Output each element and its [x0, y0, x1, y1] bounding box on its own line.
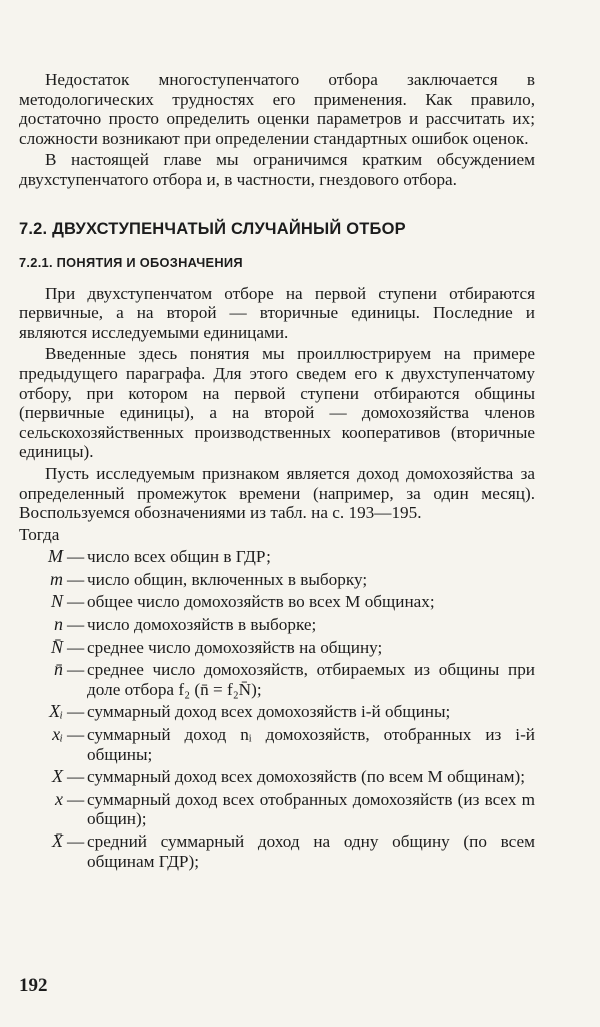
intro-paragraph-2: В настоящей главе мы ограничимся кратким обсуждением двухступенчатого отбора и, в частности, гнездового отбора. [19, 150, 535, 189]
page-body [19, 70, 535, 871]
then-label: Тогда [19, 524, 60, 544]
definition-symbol: X [52, 766, 63, 787]
definition-item: N̄ — среднее число домохозяйств на общину; [19, 638, 535, 658]
definition-symbol: N [50, 591, 63, 612]
definition-text: суммарный доход всех отобранных домохозяйств (из всех m общин); [87, 789, 535, 829]
main-paragraph-2: Введенные здесь понятия мы проиллюстрируем на примере предыдущего параграфа. Для этого сведем его к двухступенчатому отбору, при котором на первой ступени отбираются общины (первичные единицы), а на второй — домохозяйства членов сельскохозяйственных производственных кооперативов (вторичные единицы). [19, 344, 535, 462]
definition-text: суммарный доход nᵢ домохозяйств, отобранных из i-й общины; [87, 725, 535, 764]
definition-item: n — число домохозяйств в выборке; [19, 615, 535, 635]
definition-item: X — суммарный доход всех домохозяйств (по всем M общинам); [19, 767, 535, 787]
definition-symbol: N̄ [50, 636, 63, 657]
definition-text: средний суммарный доход на одну общину (по всем общинам ГДР); [87, 832, 535, 871]
definition-text: среднее число домохозяйств на общину; [87, 637, 383, 657]
definition-item: N — общее число домохозяйств во всех M общинах; [19, 592, 535, 612]
definition-item: m — число общин, включенных в выборку; [19, 570, 535, 590]
definition-text: суммарный доход всех домохозяйств i-й общины; [87, 702, 451, 722]
definition-text: число домохозяйств в выборке; [87, 615, 317, 635]
page-number: 192 [19, 975, 48, 996]
definition-symbol: X̄ [52, 831, 63, 851]
definition-symbol: M [48, 546, 63, 567]
definition-item: Xᵢ — суммарный доход всех домохозяйств i-й общины; [19, 702, 535, 722]
definition-text: общее число домохозяйств во всех M общинах; [87, 592, 435, 612]
definition-text: число всех общин в ГДР; [87, 547, 271, 567]
definition-item: xᵢ — суммарный доход nᵢ домохозяйств, отобранных из i-й общины; [19, 725, 535, 764]
definitions-list [19, 547, 535, 871]
definition-text: суммарный доход всех домохозяйств (по всем M общинам); [87, 767, 526, 787]
subsection-heading: 7.2.1. ПОНЯТИЯ И ОБОЗНАЧЕНИЯ [19, 254, 243, 270]
main-paragraph-3: Пусть исследуемым признаком является доход домохозяйства за определенный промежуток времени (например, за один месяц). Воспользуемся обозначениями из табл. на с. 193—195. [19, 463, 535, 523]
definition-item: M — число всех общин в ГДР; [19, 547, 535, 567]
definition-symbol: xᵢ [52, 724, 63, 745]
definition-symbol: m [50, 568, 63, 589]
definition-item: n̄ — среднее число домохозяйств, отбираемых из общины при доле отбора f₂ (n̄ = f₂N̄); [19, 660, 535, 699]
definition-symbol: x [55, 788, 63, 809]
intro-paragraph-1: Недостаток многоступенчатого отбора заключается в методологических трудностях его применения. Как правило, достаточно просто определить оценки параметров и рассчитать их; сложности возникают при определении стандартных ошибок оценок. [19, 70, 535, 148]
main-paragraph-1: При двухступенчатом отборе на первой ступени отбираются первичные, а на второй — вторичные единицы. Последние и являются исследуемыми единицами. [19, 283, 535, 342]
definition-item: X̄ — средний суммарный доход на одну общину (по всем общинам ГДР); [19, 832, 535, 871]
definition-symbol: Xᵢ [49, 701, 63, 722]
definition-symbol: n [54, 614, 63, 635]
definition-text: среднее число домохозяйств, отбираемых из общины при доле отбора f₂ (n̄ = f₂N̄); [87, 660, 535, 699]
section-heading: 7.2. ДВУХСТУПЕНЧАТЫЙ СЛУЧАЙНЫЙ ОТБОР [19, 219, 406, 238]
definition-symbol: n̄ [54, 659, 63, 680]
definition-text: число общин, включенных в выборку; [87, 569, 368, 589]
definition-item: x — суммарный доход всех отобранных домохозяйств (из всех m общин); [19, 790, 535, 829]
